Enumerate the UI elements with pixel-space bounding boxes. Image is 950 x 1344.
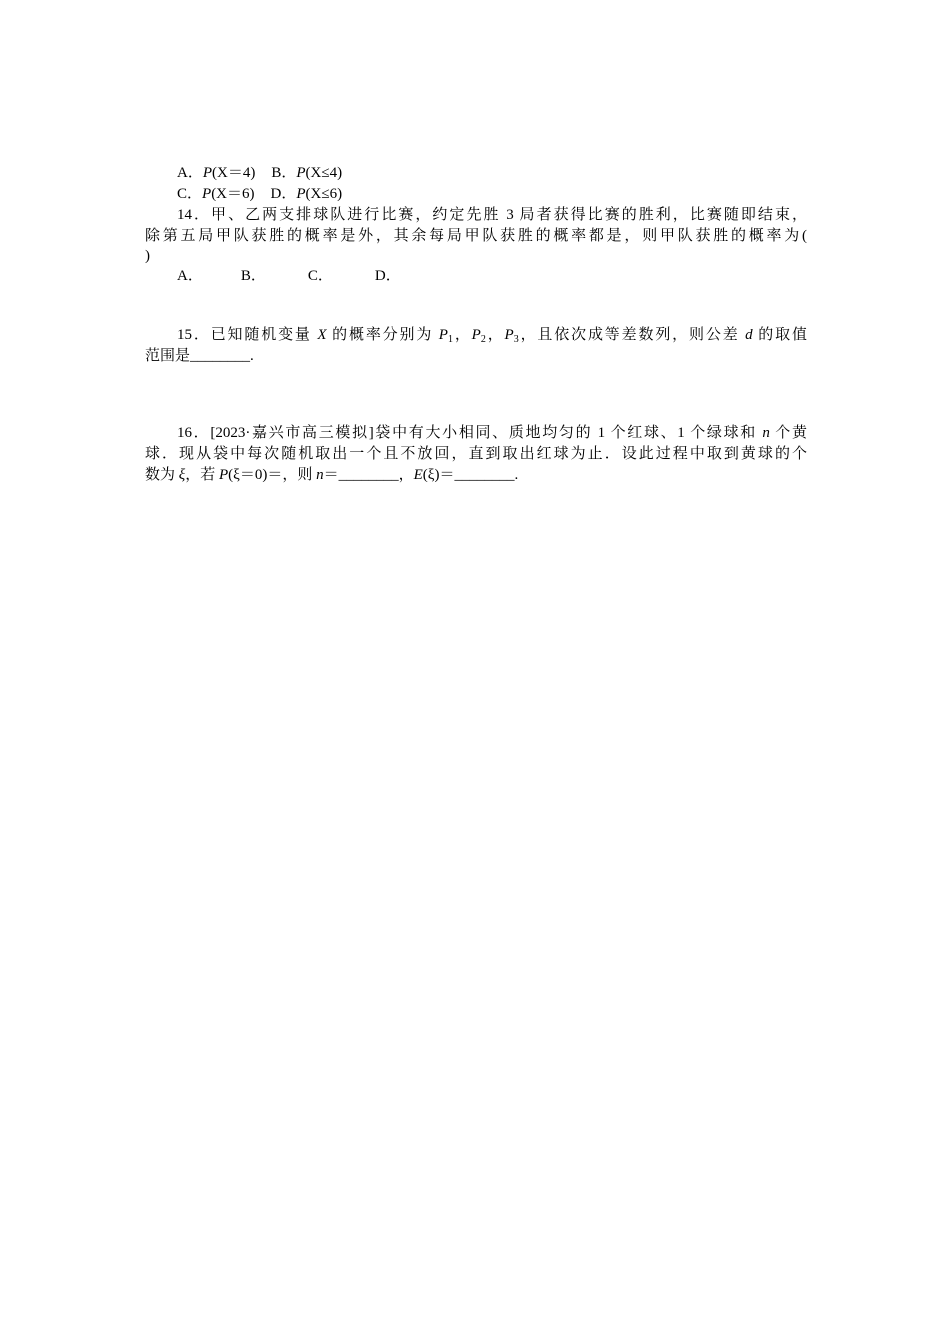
q16-xi: ξ: [178, 467, 186, 483]
q15-p3: P: [504, 327, 514, 343]
q16-text-3a: 数为: [145, 467, 179, 483]
q16-line-3: [145, 465, 518, 485]
q16-text-3e: (ξ)＝________.: [422, 467, 519, 483]
q13-options-row-1: [177, 163, 342, 183]
q15-line-2: 范围是________.: [145, 348, 254, 364]
q14-options: [177, 266, 401, 286]
q15-p1-sub: 1: [447, 334, 453, 345]
q13-option-c-p: P: [202, 186, 212, 202]
q13-option-b-label: B．: [271, 165, 297, 181]
q15-p1: P: [438, 327, 448, 343]
q16-p: P: [218, 467, 229, 483]
q16-text-3b: ，若: [185, 467, 219, 483]
q16-n: n: [316, 467, 324, 483]
q15-p3-sub: 3: [513, 334, 519, 345]
q13-option-a-label: A．: [177, 165, 203, 181]
q15-text-2: 的概率分别为: [326, 327, 439, 343]
q14-option-a: A．: [177, 268, 203, 284]
q16-var-n: n: [762, 425, 770, 441]
document-page: [145, 0, 807, 1344]
q13-option-b-p: P: [296, 165, 306, 181]
q15-line-1: [177, 325, 807, 345]
q13-option-c-text: (X＝6): [211, 186, 255, 202]
q13-option-b-text: (X≤4): [305, 165, 343, 181]
q15-p2: P: [471, 327, 481, 343]
q13-option-d-text: (X≤6): [305, 186, 343, 202]
q16-e: E: [413, 467, 423, 483]
q15-text-1: 15．已知随机变量: [177, 327, 318, 343]
q15-var-d: d: [745, 327, 753, 343]
q16-text-3c: (ξ＝0)＝，则: [228, 467, 317, 483]
q13-option-c-label: C．: [177, 186, 203, 202]
q16-text-1a: 16．[2023·嘉兴市高三模拟]袋中有大小相同、质地均匀的 1 个红球、1 个绿球和: [177, 425, 763, 441]
q14-option-c: C．: [307, 268, 333, 284]
q15-sep-2: ，: [485, 327, 505, 343]
q13-option-a-text: (X＝4): [212, 165, 256, 181]
q14-line-1: 14．甲、乙两支排球队进行比赛，约定先胜 3 局者获得比赛的胜利，比赛随即结束，: [177, 207, 807, 223]
q15-text-4: 的取值: [752, 327, 807, 343]
q16-line-1: [177, 423, 807, 443]
q13-option-d-label: D．: [270, 186, 297, 202]
q14-option-b: B．: [240, 268, 266, 284]
q15-var-x: X: [317, 327, 327, 343]
q14-option-d: D．: [374, 268, 401, 284]
q16-text-1b: 个黄: [769, 425, 807, 441]
q15-text-3: ，且依次成等差数列，则公差: [518, 327, 746, 343]
q16-line-2: 球．现从袋中每次随机取出一个且不放回，直到取出红球为止．设此过程中取到黄球的个: [145, 446, 807, 462]
q13-option-d-p: P: [296, 186, 306, 202]
q13-option-a-p: P: [202, 165, 213, 181]
q16-text-3d: ＝________，: [323, 467, 414, 483]
q14-line-3: ): [145, 248, 150, 264]
q15-sep-1: ，: [452, 327, 472, 343]
q15-p2-sub: 2: [480, 334, 486, 345]
q14-line-2: 除第五局甲队获胜的概率是外，其余每局甲队获胜的概率都是，则甲队获胜的概率为(: [145, 228, 807, 244]
q13-options-row-2: [177, 184, 342, 204]
